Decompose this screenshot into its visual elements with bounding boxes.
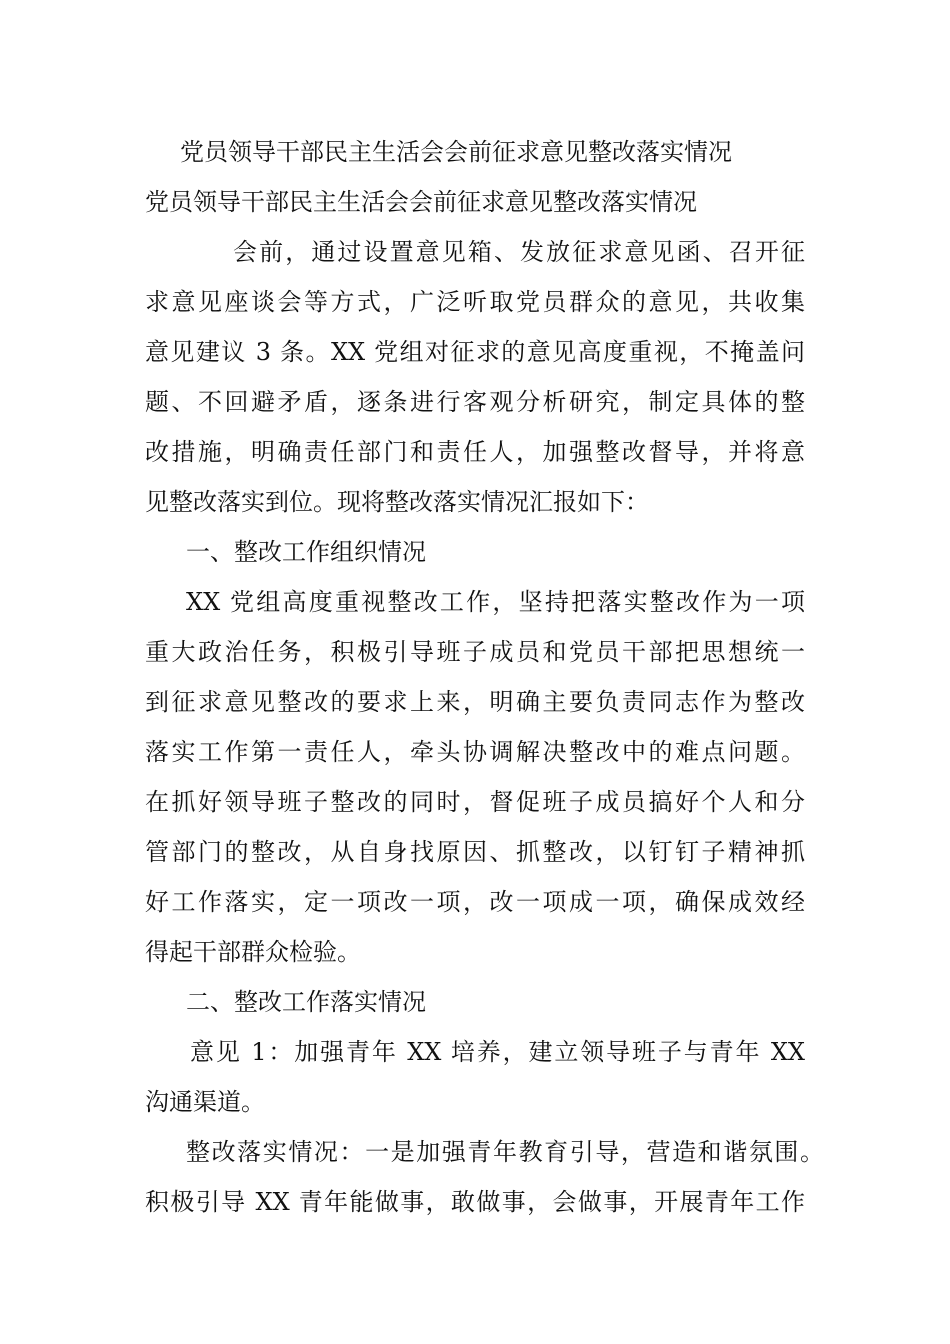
- paragraph-line: XX 党组高度重视整改工作，坚持把落实整改作为一项: [186, 588, 805, 616]
- paragraph-line: 意见建议 3 条。XX 党组对征求的意见高度重视，不掩盖问: [145, 338, 805, 366]
- paragraph-line: 沟通渠道。: [145, 1088, 265, 1116]
- section-heading: 二、整改工作落实情况: [186, 988, 426, 1016]
- paragraph-line: 管部门的整改，从自身找原因、抓整改，以钉钉子精神抓: [145, 838, 805, 866]
- paragraph-line: 整改落实情况：一是加强青年教育引导，营造和谐氛围。: [186, 1138, 824, 1166]
- document-subtitle: 党员领导干部民主生活会会前征求意见整改落实情况: [145, 188, 697, 216]
- document-title: 党员领导干部民主生活会会前征求意见整改落实情况: [180, 138, 732, 166]
- paragraph-line: 见整改落实到位。现将整改落实情况汇报如下：: [145, 488, 649, 516]
- paragraph-line: 求意见座谈会等方式，广泛听取党员群众的意见，共收集: [145, 288, 805, 316]
- paragraph-line: 改措施，明确责任部门和责任人，加强整改督导，并将意: [145, 438, 805, 466]
- section-heading: 一、整改工作组织情况: [186, 538, 426, 566]
- paragraph-line: 在抓好领导班子整改的同时，督促班子成员搞好个人和分: [145, 788, 805, 816]
- paragraph-line: 重大政治任务，积极引导班子成员和党员干部把思想统一: [145, 638, 805, 666]
- paragraph-line: 会前，通过设置意见箱、发放征求意见函、召开征: [233, 238, 805, 266]
- paragraph-line: 得起干部群众检验。: [145, 938, 361, 966]
- paragraph-line: 积极引导 XX 青年能做事，敢做事，会做事，开展青年工作: [145, 1188, 805, 1216]
- paragraph-line: 到征求意见整改的要求上来，明确主要负责同志作为整改: [145, 688, 805, 716]
- paragraph-line: 落实工作第一责任人，牵头协调解决整改中的难点问题。: [145, 738, 805, 766]
- paragraph-line: 题、不回避矛盾，逐条进行客观分析研究，制定具体的整: [145, 388, 805, 416]
- paragraph-line: 好工作落实，定一项改一项，改一项成一项，确保成效经: [145, 888, 805, 916]
- paragraph-line: 意见 1：加强青年 XX 培养，建立领导班子与青年 XX: [190, 1038, 805, 1066]
